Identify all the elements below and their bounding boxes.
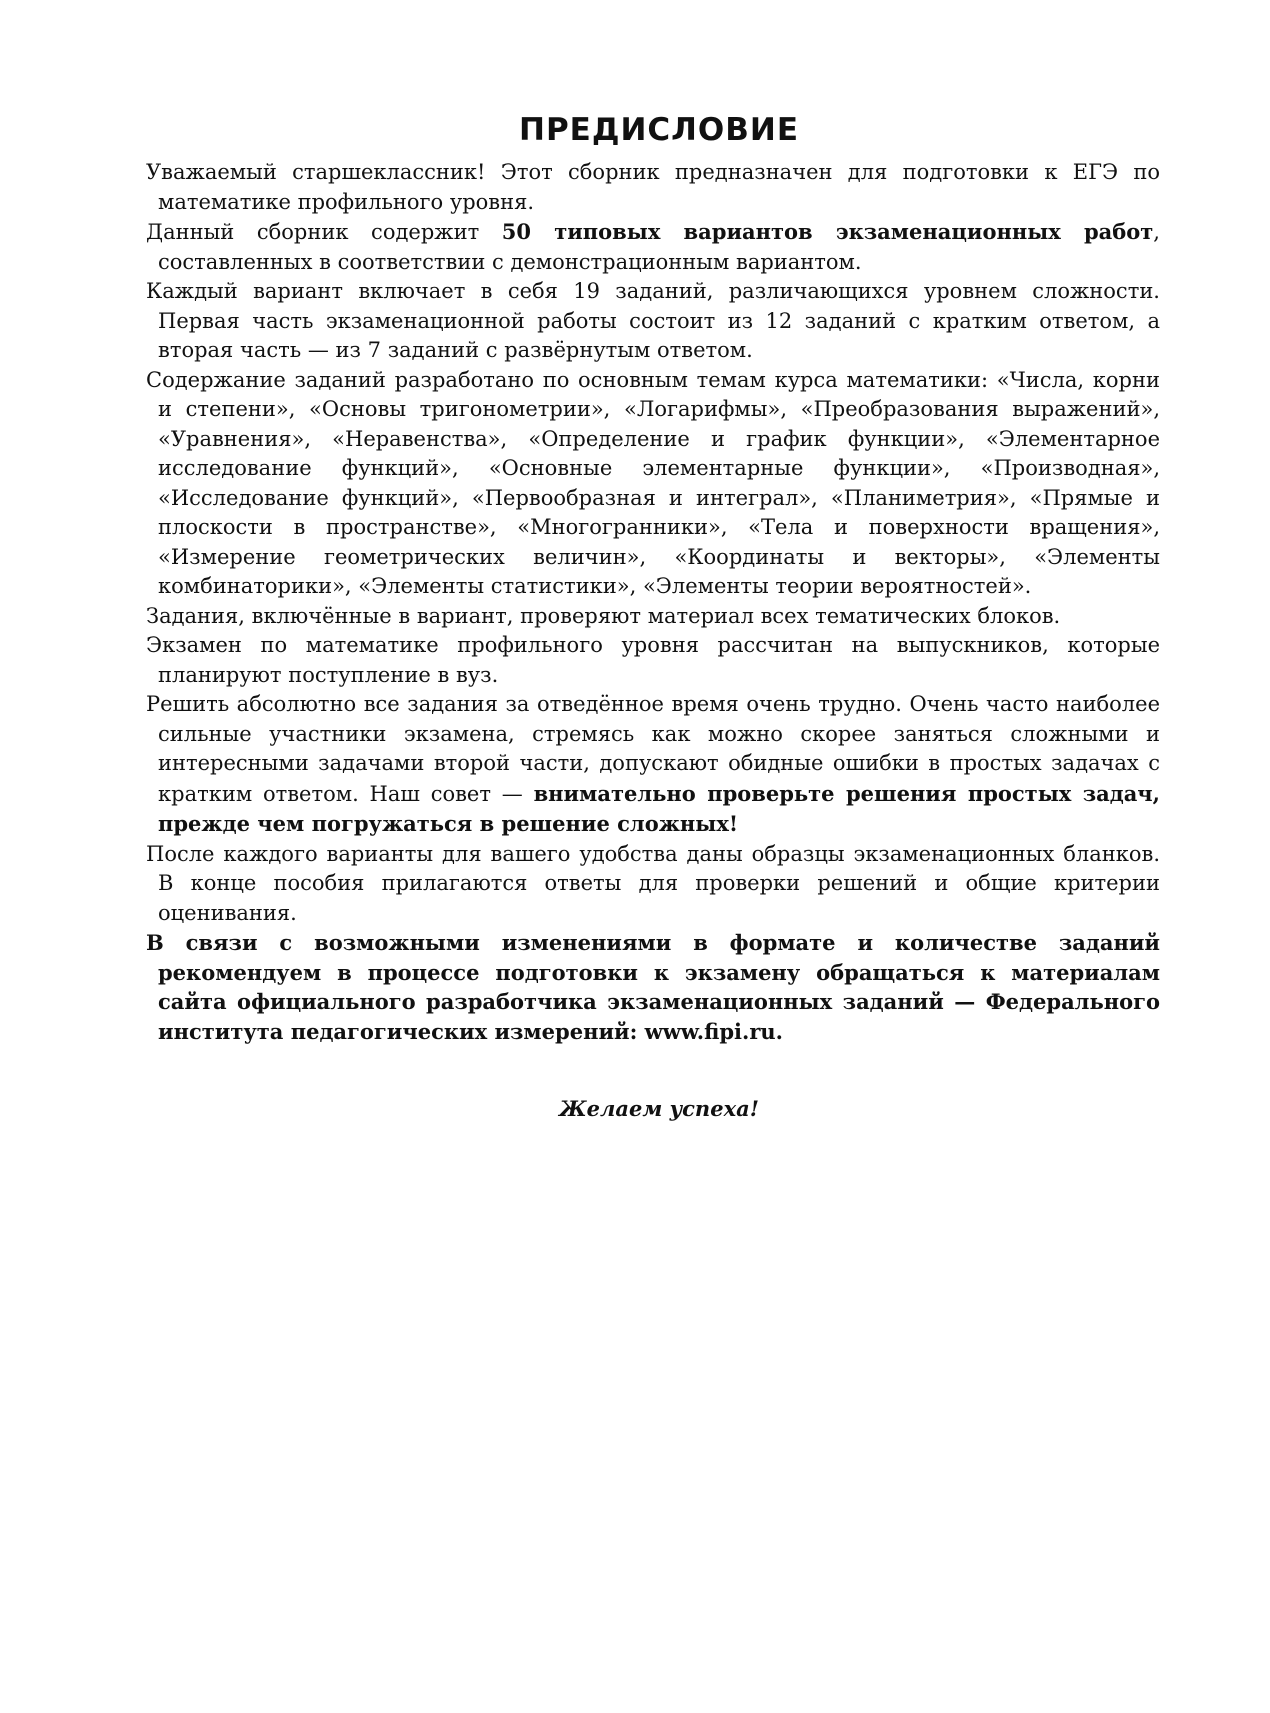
paragraph-forms-text: После каждого варианты для вашего удобства даны образцы экзаменационных бланков. В конце пособия прилагаются ответы для проверки решений и общие критерии оценивания. bbox=[146, 841, 1160, 925]
paragraph-contents bbox=[146, 217, 1160, 277]
page-title: ПРЕДИСЛОВИЕ bbox=[519, 112, 799, 148]
paragraph-structure-text: Каждый вариант включает в себя 19 заданий, различающихся уровнем сложности. Первая часть экзаменационной работы состоит из 12 заданий с кратким ответом, а вторая часть — из 7 заданий с развёрнутым ответом. bbox=[146, 279, 1160, 362]
paragraph-greeting bbox=[146, 158, 1160, 217]
paragraph-greeting-text: Уважаемый старшеклассник! Этот сборник предназначен для подготовки к ЕГЭ по математике профильного уровня. bbox=[146, 160, 1160, 214]
paragraph-contents-tail: , составленных в соответствии с демонстрационным вариантом. bbox=[158, 220, 1160, 274]
paragraph-fipi-notice-text: В связи с возможными изменениями в формате и количестве заданий рекомендуем в процессе подготовки к экзамену обращаться к материалам сайта официального разработчика экзаменационных заданий — Федерального института педагогических измерений: www.fipi.ru. bbox=[146, 930, 1160, 1044]
paragraph-audience bbox=[146, 631, 1160, 690]
paragraph-contents-bold: 50 типовых вариантов экзаменационных работ bbox=[501, 219, 1154, 244]
preface-body bbox=[146, 110, 1160, 1145]
paragraph-coverage-text: Задания, включённые в вариант, проверяют материал всех тематических блоков. bbox=[146, 603, 1061, 628]
paragraph-topics bbox=[146, 366, 1160, 602]
paragraph-topics-text: Содержание заданий разработано по основным темам курса математики: «Числа, корни и степени», «Основы тригонометрии», «Логарифмы», «Преобразования выражений», «Уравнения», «Неравенства», «Определение и график функции», «Элементарное исследование функций», «Основные элементарные функции», «Производная», «Исследование функций», «Первообразная и интеграл», «Планиметрия», «Прямые и плоскости в пространстве», «Многогранники», «Тела и поверхности вращения», «Измерение геометрических величин», «Координаты и векторы», «Элементы комбинаторики», «Элементы статистики», «Элементы теории вероятностей». bbox=[146, 367, 1160, 598]
paragraph-structure bbox=[146, 277, 1160, 366]
paragraph-fipi-notice bbox=[146, 928, 1160, 1046]
paragraph-advice bbox=[146, 690, 1160, 840]
paragraph-coverage bbox=[146, 602, 1160, 632]
paragraph-audience-text: Экзамен по математике профильного уровня рассчитан на выпускников, которые планируют поступление в вуз. bbox=[146, 633, 1160, 687]
closing-wish: Желаем успеха! bbox=[559, 1096, 759, 1121]
paragraph-contents-lead: Данный сборник содержит bbox=[146, 220, 502, 244]
paragraph-advice-lead: Решить абсолютно все задания за отведённое время очень трудно. Очень часто наиболее сильные участники экзамена, стремясь как можно скорее заняться сложными и интересными задачами второй части, допускают обидные ошибки в простых задачах с кратким ответом. Наш совет — bbox=[146, 692, 1160, 806]
paragraph-advice-bold: внимательно проверьте решения простых задач, прежде чем погружаться в решение сложных! bbox=[158, 780, 1160, 836]
paragraph-forms bbox=[146, 840, 1160, 929]
